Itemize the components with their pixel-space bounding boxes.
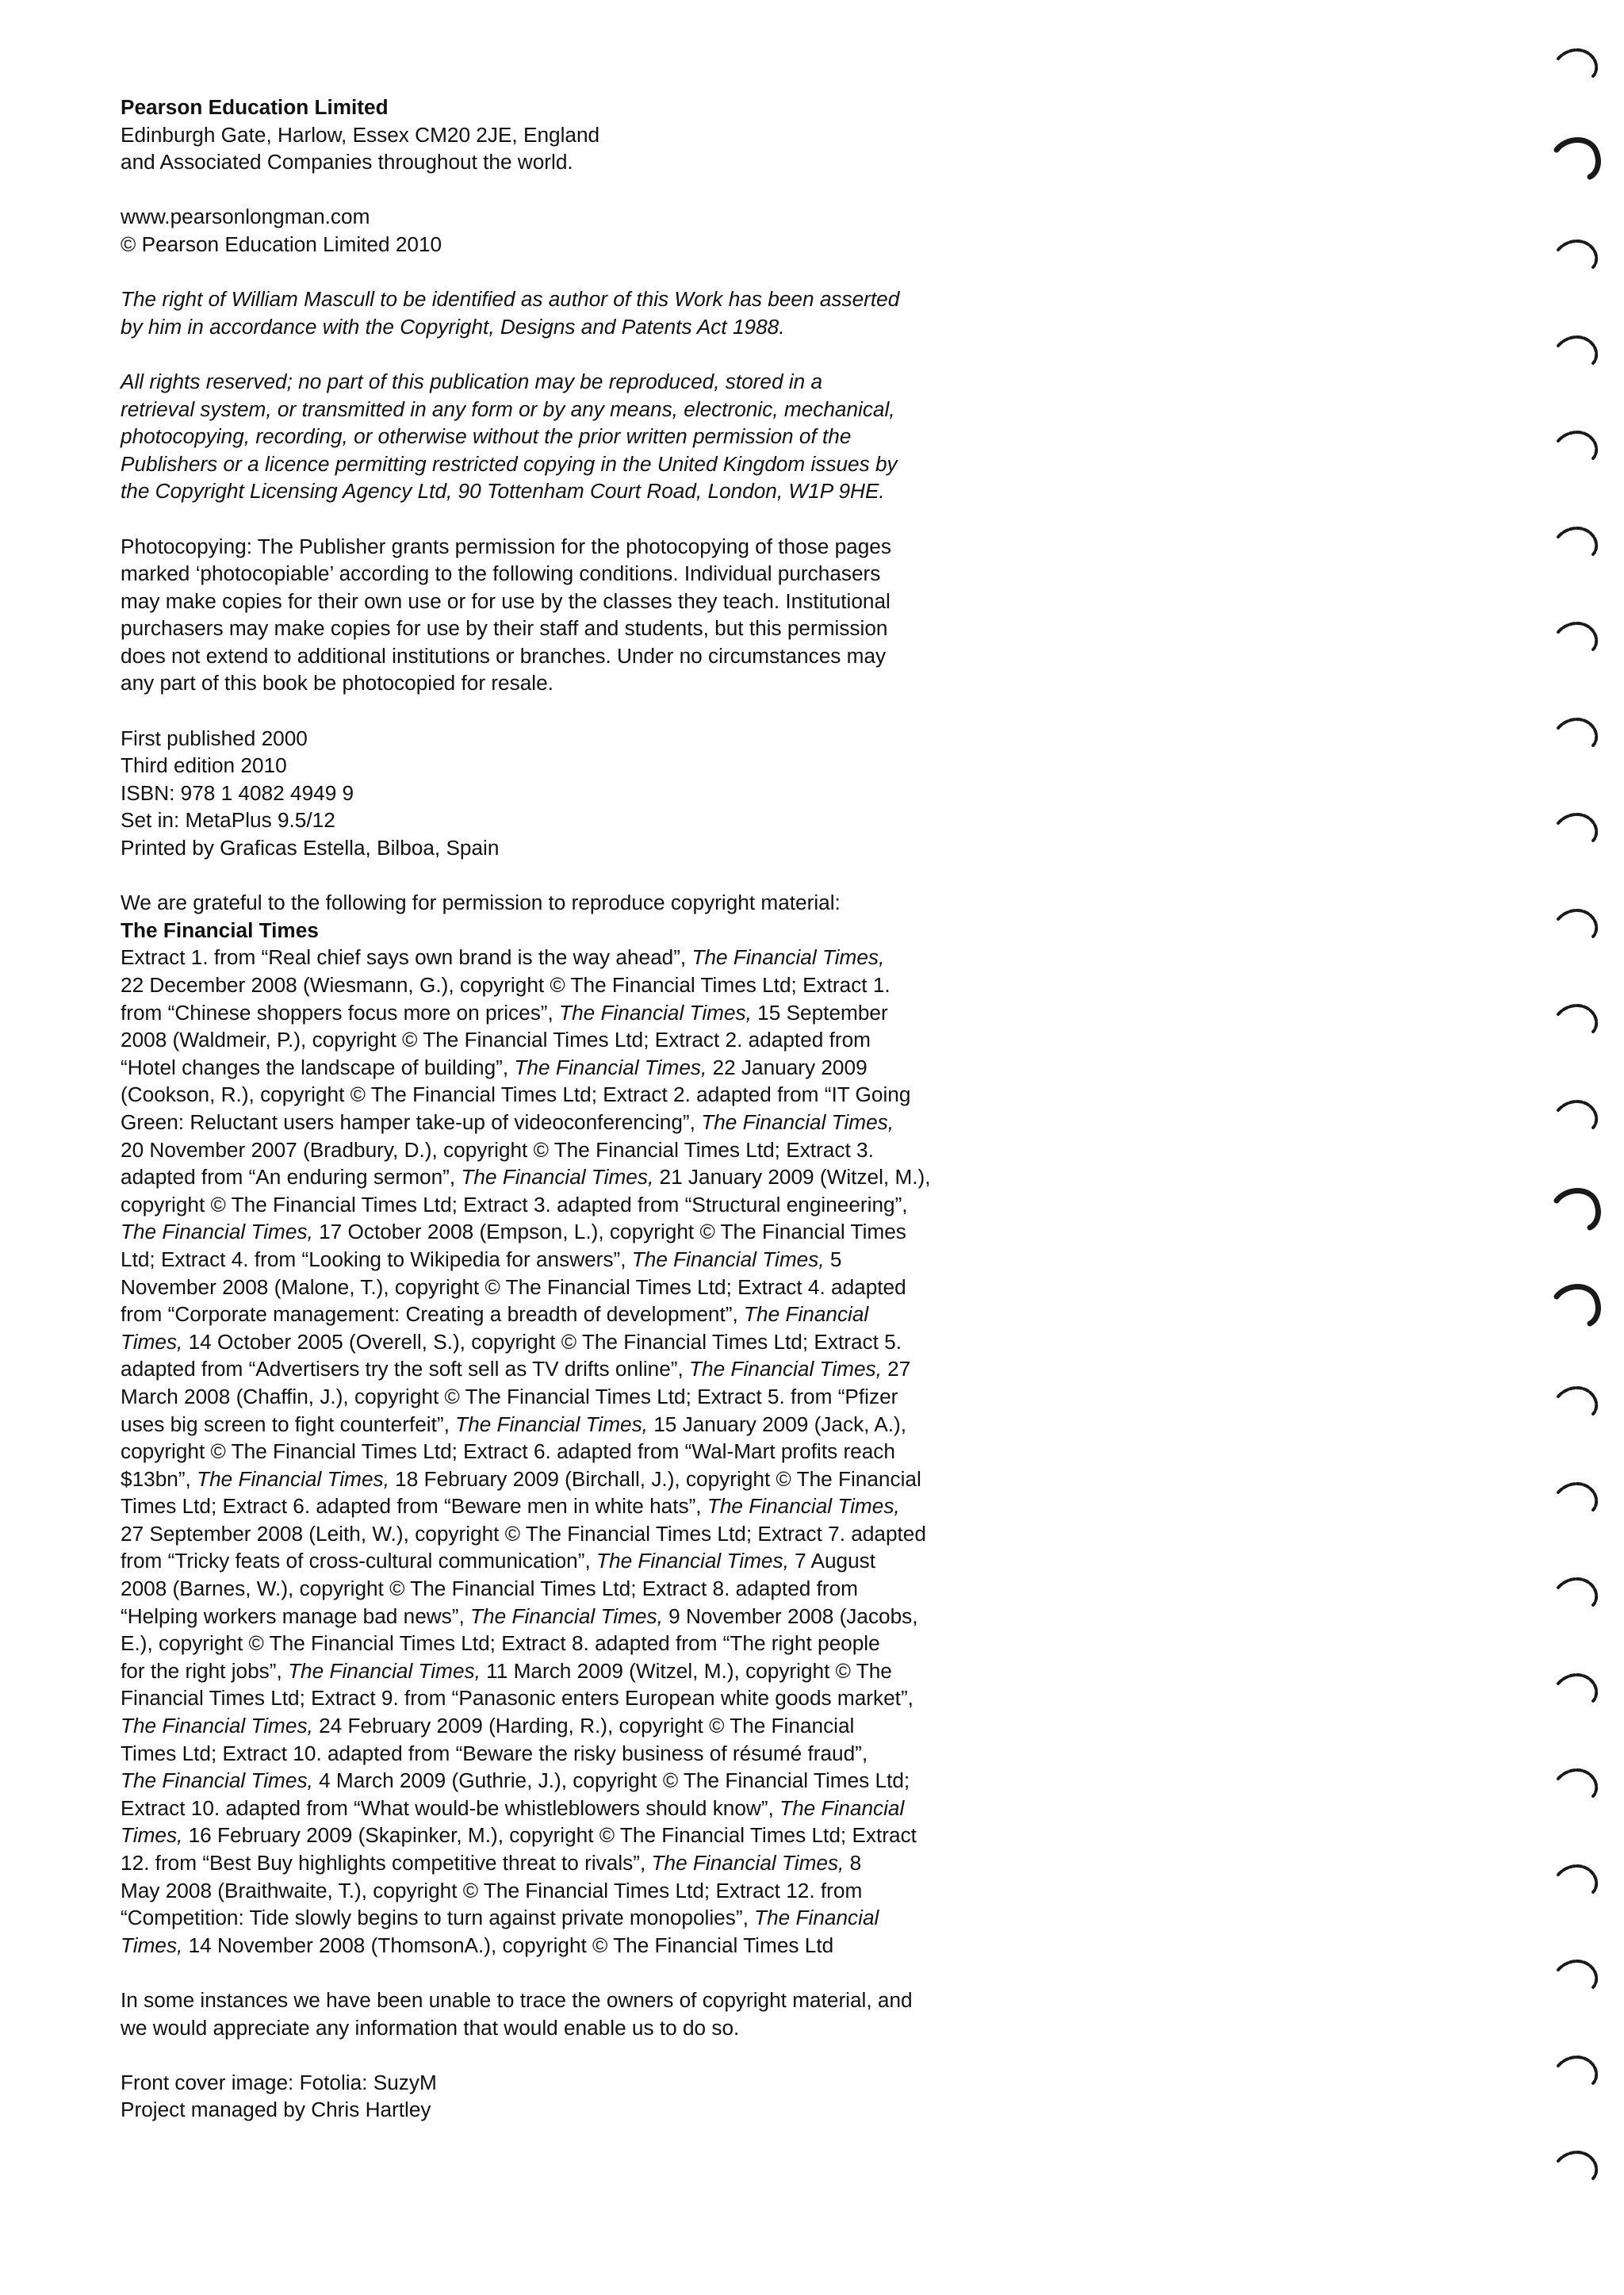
photocopying-line: any part of this book be photocopied for resale.: [121, 671, 553, 695]
author-right-statement: [121, 285, 921, 340]
trace-notice-line: In some instances we have been unable to trace the owners of copyright material, and: [121, 1987, 913, 2012]
binding-ring: [1550, 803, 1606, 850]
acknowledgements-body: [121, 944, 931, 1959]
rights-reserved-line: All rights reserved; no part of this publication may be reproduced, stored in a: [121, 369, 823, 393]
photocopying-line: may make copies for their own use or for use by the classes they teach. Institutional: [121, 588, 891, 613]
acknowledgement-line: copyright © The Financial Times Ltd; Extract 3. adapted from “Structural engineering”,: [121, 1192, 908, 1216]
acknowledgement-line: copyright © The Financial Times Ltd; Extract 6. adapted from “Wal-Mart profits reach: [121, 1439, 895, 1464]
acknowledgement-line: Extract 1. from “Real chief says own brand is the way ahead”, The Financial Times,: [121, 945, 885, 970]
edition-info: [121, 725, 921, 862]
binding-ring: [1550, 1376, 1606, 1423]
binding-ring: [1550, 229, 1606, 277]
binding-ring: [1550, 1185, 1606, 1232]
binding-ring: [1550, 1949, 1606, 1997]
trace-notice: [121, 1987, 921, 2041]
acknowledgement-line: “Competition: Tide slowly begins to turn against private monopolies”, The Financial: [121, 1906, 879, 1930]
acknowledgement-line: Financial Times Ltd; Extract 9. from “Panasonic enters European white goods market”,: [121, 1686, 914, 1711]
publisher-address-line-2: and Associated Companies throughout the world.: [121, 150, 573, 174]
publisher-website: www.pearsonlongman.com: [121, 205, 370, 229]
acknowledgement-line: Times, 16 February 2009 (Skapinker, M.), copyright © The Financial Times Ltd; Extract: [121, 1823, 917, 1848]
credits: [121, 2069, 921, 2124]
binding-ring: [1550, 1567, 1606, 1615]
binding-ring: [1550, 325, 1606, 373]
photocopying-line: Photocopying: The Publisher grants permission for the photocopying of those pages: [121, 534, 891, 558]
acknowledgement-line: Times Ltd; Extract 6. adapted from “Beware men in white hats”, The Financial Times,: [121, 1494, 900, 1519]
rights-reserved-line: the Copyright Licensing Agency Ltd, 90 Tottenham Court Road, London, W1P 9HE.: [121, 479, 885, 504]
acknowledgement-line: Times, 14 October 2005 (Overell, S.), copyright © The Financial Times Ltd; Extract 5.: [121, 1329, 902, 1354]
author-right-line: The right of William Mascull to be identified as author of this Work has been asserted: [121, 287, 900, 312]
acknowledgement-line: 27 September 2008 (Leith, W.), copyright © The Financial Times Ltd; Extract 7. adapted: [121, 1521, 926, 1546]
acknowledgement-line: 20 November 2007 (Bradbury, D.), copyright © The Financial Times Ltd; Extract 3.: [121, 1137, 874, 1162]
acknowledgement-line: The Financial Times, 24 February 2009 (Harding, R.), copyright © The Financial: [121, 1714, 855, 1738]
acknowledgement-line: adapted from “An enduring sermon”, The Financial Times, 21 January 2009 (Witzel, M.),: [121, 1165, 931, 1190]
rights-reserved-statement: [121, 368, 921, 505]
photocopying-line: purchasers may make copies for use by their staff and students, but this permission: [121, 616, 888, 641]
rights-reserved-line: photocopying, recording, or otherwise without the prior written permission of the: [121, 424, 852, 449]
binding-ring: [1550, 1472, 1606, 1519]
acknowledgements-source-heading: The Financial Times: [121, 918, 319, 942]
binding-ring: [1550, 611, 1606, 659]
acknowledgement-line: Times, 14 November 2008 (ThomsonA.), copyright © The Financial Times Ltd: [121, 1933, 834, 1957]
spiral-binding: [1550, 32, 1614, 2268]
acknowledgement-line: from “Tricky feats of cross-cultural communication”, The Financial Times, 7 August: [121, 1549, 876, 1573]
binding-ring: [1550, 1090, 1606, 1137]
trace-notice-line: we would appreciate any information that would enable us to do so.: [121, 2015, 740, 2040]
rights-reserved-line: retrieval system, or transmitted in any form or by any means, electronic, mechanical,: [121, 397, 895, 421]
photocopying-line: marked ‘photocopiable’ according to the following conditions. Individual purchasers: [121, 561, 881, 586]
binding-ring: [1550, 2140, 1606, 2188]
acknowledgement-line: (Cookson, R.), copyright © The Financial Times Ltd; Extract 2. adapted from “IT Going: [121, 1082, 911, 1107]
typeface-info: Set in: MetaPlus 9.5/12: [121, 808, 335, 833]
binding-ring: [1550, 898, 1606, 946]
web-block: [121, 203, 921, 258]
binding-ring: [1550, 1281, 1606, 1328]
acknowledgement-line: from “Chinese shoppers focus more on prices”, The Financial Times, 15 September: [121, 1000, 888, 1025]
acknowledgement-line: adapted from “Advertisers try the soft sell as TV drifts online”, The Financial Times, 27: [121, 1357, 911, 1381]
binding-ring: [1550, 134, 1606, 182]
acknowledgement-line: 2008 (Waldmeir, P.), copyright © The Financial Times Ltd; Extract 2. adapted from: [121, 1028, 871, 1052]
project-manager-credit: Project managed by Chris Hartley: [121, 2098, 431, 2122]
acknowledgement-line: 12. from “Best Buy highlights competitive threat to rivals”, The Financial Times, 8: [121, 1851, 862, 1875]
photocopying-line: does not extend to additional institutions or branches. Under no circumstances may: [121, 643, 887, 668]
acknowledgement-line: March 2008 (Chaffin, J.), copyright © The Financial Times Ltd; Extract 5. from “Pfizer: [121, 1384, 898, 1408]
acknowledgement-line: The Financial Times, 17 October 2008 (Empson, L.), copyright © The Financial Times: [121, 1220, 906, 1244]
author-right-line: by him in accordance with the Copyright, Designs and Patents Act 1988.: [121, 314, 785, 339]
acknowledgement-line: uses big screen to fight counterfeit”, The Financial Times, 15 January 2009 (Jack, A.),: [121, 1412, 907, 1436]
acknowledgement-line: Times Ltd; Extract 10. adapted from “Beware the risky business of résumé fraud”,: [121, 1741, 868, 1765]
acknowledgement-line: Extract 10. adapted from “What would-be whistleblowers should know”, The Financial: [121, 1795, 905, 1820]
binding-ring: [1550, 516, 1606, 564]
acknowledgement-line: for the right jobs”, The Financial Times, 11 March 2009 (Witzel, M.), copyright © The: [121, 1658, 892, 1683]
copyright-notice: © Pearson Education Limited 2010: [121, 232, 442, 256]
binding-ring: [1550, 994, 1606, 1041]
third-edition: Third edition 2010: [121, 753, 287, 778]
acknowledgement-line: “Hotel changes the landscape of building”, The Financial Times, 22 January 2009: [121, 1055, 868, 1079]
acknowledgement-line: 2008 (Barnes, W.), copyright © The Financial Times Ltd; Extract 8. adapted from: [121, 1577, 858, 1601]
acknowledgement-line: May 2008 (Braithwaite, T.), copyright © The Financial Times Ltd; Extract 12. from: [121, 1878, 863, 1902]
publisher-name: Pearson Education Limited: [121, 95, 389, 119]
acknowledgement-line: $13bn”, The Financial Times, 18 February 2009 (Birchall, J.), copyright © The Financial: [121, 1466, 921, 1491]
acknowledgement-line: Green: Reluctant users hamper take-up of videoconferencing”, The Financial Times,: [121, 1109, 894, 1134]
binding-ring: [1550, 420, 1606, 468]
acknowledgement-line: The Financial Times, 4 March 2009 (Guthrie, J.), copyright © The Financial Times Ltd;: [121, 1768, 910, 1793]
publisher-block: [121, 94, 921, 176]
first-published: First published 2000: [121, 726, 308, 750]
acknowledgement-line: E.), copyright © The Financial Times Ltd; Extract 8. adapted from “The right people: [121, 1631, 880, 1656]
binding-ring: [1550, 2045, 1606, 2093]
isbn: ISBN: 978 1 4082 4949 9: [121, 780, 354, 805]
acknowledgements-intro: We are grateful to the following for permission to reproduce copyright material:: [121, 891, 841, 915]
cover-image-credit: Front cover image: Fotolia: SuzyM: [121, 2070, 437, 2094]
binding-ring: [1550, 1758, 1606, 1806]
rights-reserved-line: Publishers or a licence permitting restricted copying in the United Kingdom issues by: [121, 451, 898, 476]
copyright-page: [121, 94, 931, 2151]
binding-ring: [1550, 1854, 1606, 1902]
binding-ring: [1550, 38, 1606, 86]
acknowledgement-line: November 2008 (Malone, T.), copyright © The Financial Times Ltd; Extract 4. adapted: [121, 1274, 906, 1299]
printer-info: Printed by Graficas Estella, Bilboa, Spain: [121, 836, 500, 860]
acknowledgement-line: from “Corporate management: Creating a breadth of development”, The Financial: [121, 1302, 869, 1327]
binding-ring: [1550, 1663, 1606, 1711]
publisher-address-line-1: Edinburgh Gate, Harlow, Essex CM20 2JE, England: [121, 122, 600, 147]
photocopying-statement: [121, 533, 921, 698]
acknowledgement-line: “Helping workers manage bad news”, The Financial Times, 9 November 2008 (Jacobs,: [121, 1603, 918, 1628]
acknowledgement-line: 22 December 2008 (Wiesmann, G.), copyright © The Financial Times Ltd; Extract 1.: [121, 973, 891, 997]
binding-ring: [1550, 707, 1606, 755]
acknowledgements: [121, 889, 931, 1959]
acknowledgement-line: Ltd; Extract 4. from “Looking to Wikipedia for answers”, The Financial Times, 5: [121, 1247, 842, 1271]
